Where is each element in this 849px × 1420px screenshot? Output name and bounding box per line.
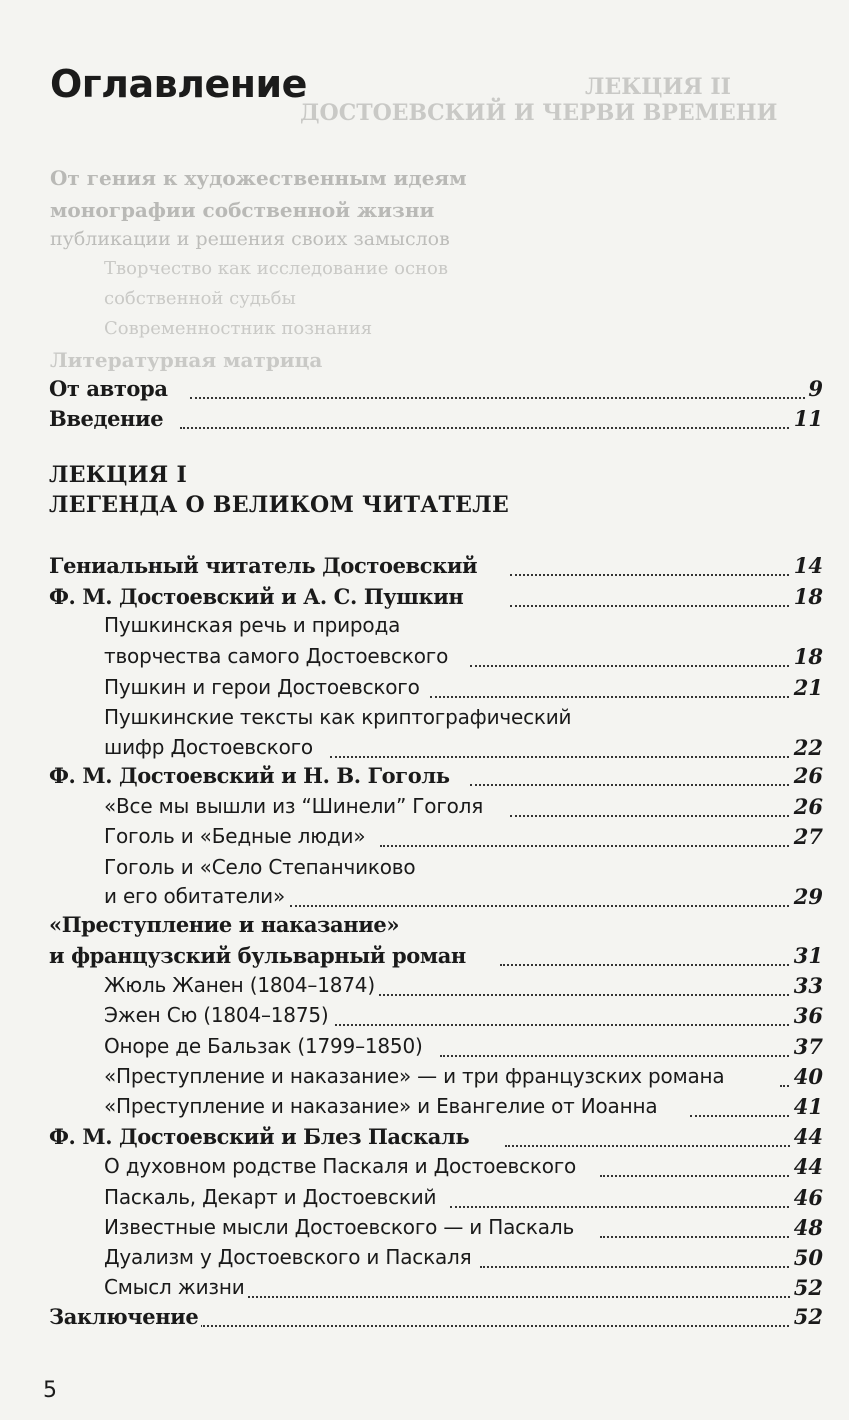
toc-entry-label: Пушкин и герои Достоевского (104, 675, 423, 699)
ghost-line: Современностник познания (104, 318, 373, 339)
toc-entry-page: 21 (791, 675, 823, 700)
toc-entry-page: 27 (791, 824, 823, 849)
ghost-line: ЛЕКЦИЯ II (585, 74, 731, 100)
toc-entry-label: Введение (49, 406, 166, 431)
toc-entry-label: Оноре де Бальзак (1799–1850) (104, 1034, 426, 1058)
toc-entry-label: Гениальный читатель Достоевский (49, 553, 480, 578)
toc-entry-section[interactable] (0, 1275, 849, 1305)
toc-entry-page: 18 (791, 584, 823, 609)
toc-entry-chapter[interactable] (0, 584, 849, 614)
toc-entry-page: 26 (791, 763, 823, 788)
toc-entry-page: 18 (791, 644, 823, 669)
toc-entry-label: О духовном родстве Паскаля и Достоевского (104, 1154, 579, 1178)
toc-entry-page: 14 (791, 553, 823, 578)
toc-entry-label: От автора (49, 376, 171, 401)
toc-entry-section[interactable] (0, 1094, 849, 1124)
toc-entry-section[interactable] (0, 1064, 849, 1094)
toc-entry-section[interactable] (0, 644, 849, 674)
toc-entry-section[interactable] (0, 1215, 849, 1245)
ghost-line: Литературная матрица (50, 348, 323, 372)
toc-entry-label: Гоголь и «Бедные люди» (104, 824, 368, 848)
toc-entry-label: шифр Достоевского (104, 735, 316, 759)
lecture-title: ЛЕГЕНДА О ВЕЛИКОМ ЧИТАТЕЛЕ (49, 492, 510, 518)
toc-entry-page: 11 (791, 406, 823, 431)
toc-entry-from-author[interactable] (0, 376, 849, 406)
toc-entry-first-line: Пушкинские тексты как криптографический (104, 705, 572, 729)
toc-entry-label: Известные мысли Достоевского — и Паскаль (104, 1215, 577, 1239)
toc-entry-chapter[interactable] (0, 763, 849, 793)
toc-entry-page: 37 (791, 1034, 823, 1059)
toc-entry-label: Заключение (49, 1304, 201, 1329)
toc-entry-page: 33 (791, 973, 823, 998)
toc-entry-page: 9 (805, 376, 823, 401)
page-title: Оглавление (50, 62, 307, 106)
toc-entry-label: Паскаль, Декарт и Достоевский (104, 1185, 439, 1209)
toc-entry-page: 50 (791, 1245, 823, 1270)
toc-entry-section[interactable] (0, 675, 849, 705)
ghost-line: монографии собственной жизни (50, 198, 435, 222)
toc-entry-label: Дуализм у Достоевского и Паскаля (104, 1245, 474, 1269)
toc-entry-first-line: Пушкинская речь и природа (104, 613, 401, 637)
toc-entry-first-line: «Преступление и наказание» (49, 912, 400, 937)
toc-entry-label: и французский бульварный роман (49, 943, 469, 968)
toc-entry-label: Смысл жизни (104, 1275, 248, 1299)
toc-entry-label: и его обитатели» (104, 884, 288, 908)
toc-entry-page: 41 (791, 1094, 823, 1119)
ghost-line: Творчество как исследование основ (104, 258, 449, 279)
toc-entry-page: 44 (791, 1154, 823, 1179)
toc-entry-section[interactable] (0, 1034, 849, 1064)
toc-entry-section[interactable] (0, 1245, 849, 1275)
ghost-line: публикации и решения своих замыслов (50, 228, 450, 250)
toc-entry-conclusion[interactable] (0, 1304, 849, 1334)
toc-entry-label: Жюль Жанен (1804–1874) (104, 973, 378, 997)
toc-entry-chapter[interactable] (0, 553, 849, 583)
toc-entry-page: 26 (791, 794, 823, 819)
toc-entry-chapter[interactable] (0, 1124, 849, 1154)
toc-entry-section[interactable] (0, 1185, 849, 1215)
toc-entry-page: 40 (791, 1064, 823, 1089)
toc-entry-page: 46 (791, 1185, 823, 1210)
toc-entry-label: Эжен Сю (1804–1875) (104, 1003, 331, 1027)
ghost-line: От гения к художественным идеям (50, 166, 467, 190)
toc-entry-section[interactable] (0, 824, 849, 854)
toc-entry-page: 52 (791, 1304, 823, 1329)
toc-entry-label: «Преступление и наказание» — и три французских романа (104, 1064, 727, 1088)
toc-entry-label: Ф. М. Достоевский и Блез Паскаль (49, 1124, 472, 1149)
toc-entry-page: 22 (791, 735, 823, 760)
toc-entry-section[interactable] (0, 735, 849, 765)
toc-entry-section[interactable] (0, 1154, 849, 1184)
ghost-line: собственной судьбы (104, 288, 296, 309)
toc-entry-section[interactable] (0, 973, 849, 1003)
toc-entry-label: творчества самого Достоевского (104, 644, 451, 668)
toc-entry-label: Ф. М. Достоевский и А. С. Пушкин (49, 584, 466, 609)
toc-entry-section[interactable] (0, 794, 849, 824)
toc-entry-page: 48 (791, 1215, 823, 1240)
toc-entry-section[interactable] (0, 884, 849, 914)
toc-entry-page: 36 (791, 1003, 823, 1028)
toc-entry-section[interactable] (0, 1003, 849, 1033)
toc-entry-chapter[interactable] (0, 943, 849, 973)
lecture-number: ЛЕКЦИЯ I (49, 462, 188, 488)
toc-entry-label: «Преступление и наказание» и Евангелие от Иоанна (104, 1094, 660, 1118)
toc-entry-page: 31 (791, 943, 823, 968)
bleed-through-text (0, 0, 849, 380)
toc-entry-introduction[interactable] (0, 406, 849, 436)
toc-entry-label: Ф. М. Достоевский и Н. В. Гоголь (49, 763, 453, 788)
toc-entry-label: «Все мы вышли из “Шинели” Гоголя (104, 794, 486, 818)
toc-entry-page: 44 (791, 1124, 823, 1149)
toc-entry-first-line: Гоголь и «Село Степанчиково (104, 855, 416, 879)
ghost-line: ДОСТОЕВСКИЙ И ЧЕРВИ ВРЕМЕНИ (300, 100, 778, 126)
toc-entry-page: 52 (791, 1275, 823, 1300)
page-number: 5 (43, 1378, 57, 1403)
toc-entry-page: 29 (791, 884, 823, 909)
